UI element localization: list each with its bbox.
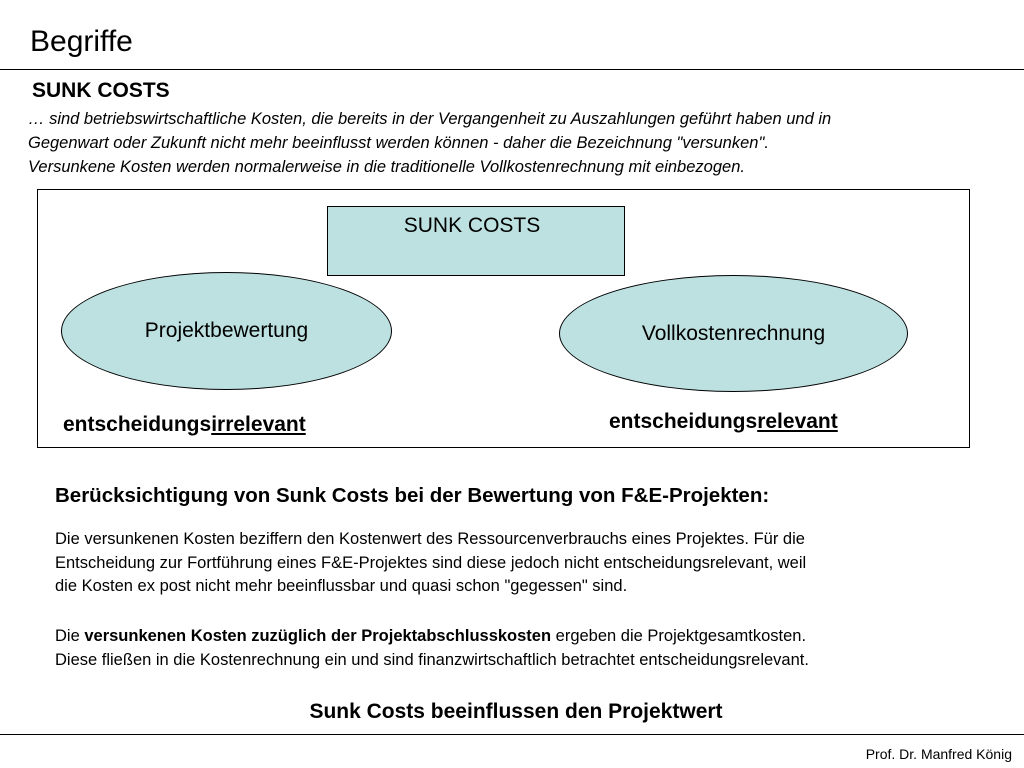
vollkostenrechnung-label: Vollkostenrechnung <box>641 322 826 345</box>
intro-text <box>28 107 1008 179</box>
section-subtitle: SUNK COSTS <box>32 79 170 102</box>
irrelevant-label-emphasis: irrelevant <box>211 413 306 436</box>
paragraph-line: Diese fließen in die Kostenrechnung ein und sind finanzwirtschaftlich betrachtet entscheidungsrelevant. <box>55 650 809 669</box>
conclusion-text: Sunk Costs beeinflussen den Projektwert <box>309 700 723 723</box>
sunk-costs-diagram <box>37 189 970 448</box>
paragraph-2 <box>55 625 985 672</box>
sunk-costs-box-label: SUNK COSTS <box>403 214 541 237</box>
projektbewertung-label: Projektbewertung <box>144 319 309 342</box>
intro-line: … sind betriebswirtschaftliche Kosten, die bereits in der Vergangenheit zu Auszahlungen geführt haben und in <box>28 110 832 128</box>
intro-line: Versunkene Kosten werden normalerweise in die traditionelle Vollkostenrechnung mit einbezogen. <box>28 158 745 176</box>
irrelevant-label <box>63 412 306 438</box>
footer-author: Prof. Dr. Manfred König <box>865 746 1012 762</box>
irrelevant-label-prefix: entscheidungs <box>63 413 212 436</box>
paragraph-2-pre: Die <box>55 627 85 645</box>
paragraph-line: die Kosten ex post nicht mehr beeinflussbar und quasi schon "gegessen" sind. <box>55 577 628 595</box>
sunk-costs-box <box>327 206 625 276</box>
vollkostenrechnung-ellipse <box>559 275 908 392</box>
paragraph-1 <box>55 528 985 599</box>
relevant-label-emphasis: relevant <box>757 410 838 433</box>
paragraph-line: Die versunkenen Kosten beziffern den Kostenwert des Ressourcenverbrauchs eines Projektes. Für die <box>55 530 805 548</box>
footer-divider <box>0 734 1024 735</box>
relevant-label-prefix: entscheidungs <box>609 410 758 433</box>
section-heading: Berücksichtigung von Sunk Costs bei der Bewertung von F&E-Projekten: <box>55 484 770 507</box>
paragraph-line <box>55 625 985 649</box>
slide-title: Begriffe <box>30 25 133 58</box>
paragraph-2-post: ergeben die Projektgesamtkosten. <box>551 627 807 645</box>
paragraph-2-bold: versunkenen Kosten zuzüglich der Projektabschlusskosten <box>84 627 552 645</box>
title-divider <box>0 69 1024 70</box>
relevant-label <box>609 409 838 435</box>
intro-line: Gegenwart oder Zukunft nicht mehr beeinflusst werden können - daher die Bezeichnung "versunken". <box>28 134 769 152</box>
projektbewertung-ellipse <box>61 272 392 390</box>
paragraph-line: Entscheidung zur Fortführung eines F&E-Projektes sind diese jedoch nicht entscheidungsrelevant, weil <box>55 553 807 572</box>
